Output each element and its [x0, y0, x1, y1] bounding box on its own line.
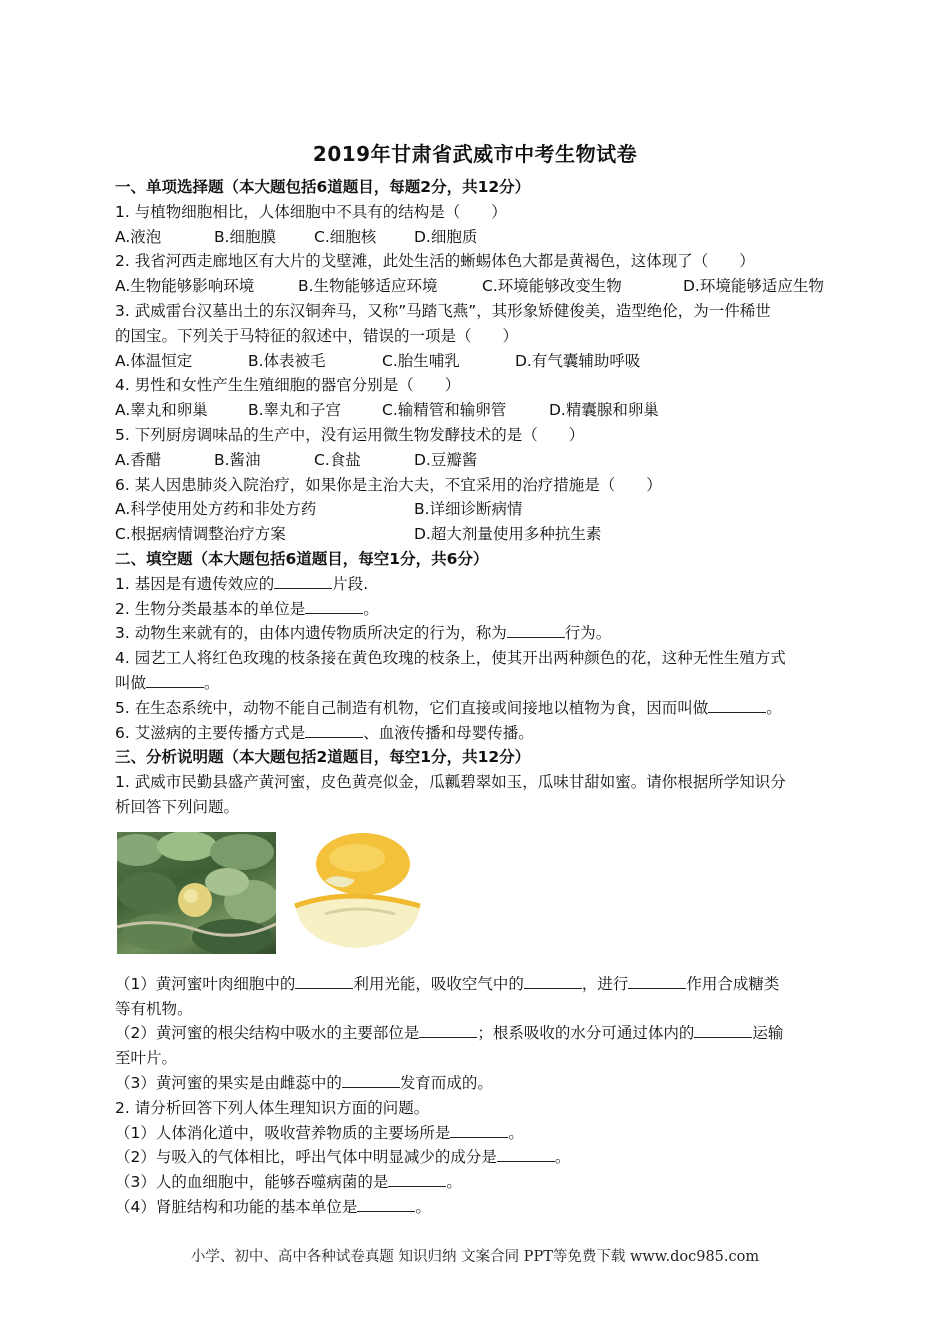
option-a: A.液泡	[115, 227, 162, 246]
option-b: B.详细诊断病情	[414, 500, 523, 519]
section-heading-choice: 一、单项选择题（本大题包括6道题目，每题2分，共12分）	[115, 178, 531, 196]
question-stem-cont: 的国宝。下列关于马特征的叙述中，错误的一项是（ ）	[115, 326, 519, 345]
answer-blank[interactable]	[342, 1072, 400, 1088]
question-stem-cont: 析回答下列问题。	[115, 797, 240, 816]
answer-blank[interactable]	[305, 598, 363, 614]
fill-text: 5. 在生态系统中，动物不能自己制造有机物，它们直接或间接地以植物为食，因而叫做	[115, 698, 709, 717]
answer-blank[interactable]	[419, 1022, 477, 1038]
answer-blank[interactable]	[628, 973, 686, 989]
exam-content	[115, 175, 840, 1220]
answer-blank[interactable]	[497, 1146, 555, 1162]
fill-text: （4）肾脏结构和功能的基本单位是	[115, 1197, 358, 1216]
melon-field-photo	[117, 832, 276, 954]
fill-text: 1. 基因是有遗传效应的	[115, 574, 275, 593]
option-d: D.环境能够适应生物	[683, 277, 824, 296]
fill-text: ；根系吸收的水分可通过体内的	[477, 1024, 695, 1043]
analysis-part	[115, 1170, 840, 1195]
option-d: D.细胞质	[414, 227, 478, 246]
fill-text: （1）黄河蜜叶肉细胞中的	[115, 974, 296, 993]
fill-text: 、血液传播和母婴传播。	[363, 723, 534, 742]
section-heading-fill: 二、填空题（本大题包括6道题目，每空1分，共6分）	[115, 549, 489, 568]
question-stem: 2. 我省河西走廊地区有大片的戈壁滩，此处生活的蜥蜴体色大都是黄褐色，这体现了（ ）	[115, 252, 755, 271]
fill-text: 。	[508, 1123, 524, 1142]
options-row	[115, 349, 840, 374]
option-c: C.食盐	[314, 450, 361, 469]
analysis-part	[115, 1195, 840, 1220]
option-b: B.细胞膜	[214, 227, 277, 246]
answer-blank[interactable]	[274, 573, 332, 589]
question-stem: 1. 武威市民勤县盛产黄河蜜，皮色黄亮似金，瓜瓤碧翠如玉，瓜味甘甜如蜜。请你根据所学知识分	[115, 773, 786, 792]
question-stem: 2. 请分析回答下列人体生理知识方面的问题。	[115, 1098, 430, 1117]
fill-text: 。	[204, 673, 220, 692]
option-c: C.输精管和输卵管	[382, 401, 507, 420]
answer-blank[interactable]	[295, 973, 353, 989]
answer-blank[interactable]	[708, 697, 766, 713]
analysis-part	[115, 1121, 840, 1146]
options-row	[115, 448, 840, 473]
answer-blank[interactable]	[694, 1022, 752, 1038]
fill-text: 片段.	[332, 574, 369, 593]
analysis-part	[115, 972, 840, 997]
option-d: D.超大剂量使用多种抗生素	[414, 525, 602, 544]
fill-question	[115, 721, 840, 746]
option-a: A.体温恒定	[115, 351, 193, 370]
options-row	[115, 225, 840, 250]
question-stem: 1. 与植物细胞相比，人体细胞中不具有的结构是（ ）	[115, 202, 507, 221]
fill-text: （2）黄河蜜的根尖结构中吸水的主要部位是	[115, 1024, 420, 1043]
answer-blank[interactable]	[388, 1171, 446, 1187]
option-d: D.豆瓣酱	[414, 450, 478, 469]
option-c: C.胎生哺乳	[382, 351, 460, 370]
fill-text: 。	[363, 599, 379, 618]
options-row	[115, 497, 840, 522]
melon-images	[115, 824, 840, 964]
answer-blank[interactable]	[357, 1196, 415, 1212]
option-d: D.精囊腺和卵巢	[549, 401, 659, 420]
option-b: B.体表被毛	[248, 351, 326, 370]
fill-text: 。	[766, 698, 782, 717]
option-b: B.生物能够适应环境	[298, 277, 438, 296]
fill-text: 行为。	[564, 624, 612, 643]
fill-text: 6. 艾滋病的主要传播方式是	[115, 723, 306, 742]
yellow-melon-photo	[285, 824, 427, 954]
option-a: A.香醋	[115, 450, 162, 469]
fill-text: 。	[554, 1148, 571, 1167]
option-c: C.环境能够改变生物	[482, 277, 622, 296]
question-stem: 6. 某人因患肺炎入院治疗，如果你是主治大夫，不宜采用的治疗措施是（ ）	[115, 475, 662, 494]
options-row	[115, 398, 840, 423]
options-row	[115, 522, 840, 547]
fill-text: 叫做	[115, 673, 147, 692]
analysis-part-cont: 等有机物。	[115, 999, 193, 1018]
section-heading-analysis: 三、分析说明题（本大题包括2道题目，每空1分，共12分）	[115, 748, 531, 767]
fill-text: 运输	[752, 1024, 784, 1043]
fill-question	[115, 572, 840, 597]
option-b: B.睾丸和子宫	[248, 401, 342, 420]
fill-text: 发育而成的。	[399, 1073, 493, 1092]
fill-text: 3. 动物生来就有的，由体内遗传物质所决定的行为，称为	[115, 624, 507, 643]
fill-text: 。	[446, 1173, 462, 1192]
option-d: D.有气囊辅助呼吸	[515, 351, 641, 370]
answer-blank[interactable]	[524, 973, 582, 989]
fill-text: （1）人体消化道中，吸收营养物质的主要场所是	[115, 1123, 451, 1142]
fill-text: 2. 生物分类最基本的单位是	[115, 599, 306, 618]
options-row	[115, 274, 840, 299]
answer-blank[interactable]	[146, 672, 204, 688]
analysis-part-cont: 至叶片。	[115, 1049, 178, 1068]
question-stem: 3. 武威雷台汉墓出土的东汉铜奔马，又称”马踏飞燕”，其形象矫健俊美，造型绝伦，为一件稀世	[115, 301, 771, 320]
page-title: 2019年甘肃省武威市中考生物试卷	[312, 142, 638, 166]
analysis-part	[115, 1071, 840, 1096]
option-a: A.生物能够影响环境	[115, 277, 255, 296]
fill-text: 。	[415, 1197, 431, 1216]
option-c: C.根据病情调整治疗方案	[115, 525, 286, 544]
page-footer: 小学、初中、高中各种试卷真题 知识归纳 文案合同 PPT等免费下载 www.doc985.com	[190, 1249, 760, 1265]
option-b: B.酱油	[214, 450, 261, 469]
answer-blank[interactable]	[507, 622, 565, 638]
question-stem: 5. 下列厨房调味品的生产中，没有运用微生物发酵技术的是（ ）	[115, 425, 585, 444]
analysis-part	[115, 1145, 840, 1170]
answer-blank[interactable]	[450, 1122, 508, 1138]
option-a: A.睾丸和卵巢	[115, 401, 208, 420]
fill-question	[115, 696, 840, 721]
answer-blank[interactable]	[305, 722, 363, 738]
fill-question: 4. 园艺工人将红色玫瑰的枝条接在黄色玫瑰的枝条上，使其开出两种颜色的花，这种无性生殖方式	[115, 649, 786, 668]
analysis-part	[115, 1021, 840, 1046]
fill-question	[115, 621, 840, 646]
fill-text: 利用光能，吸收空气中的	[353, 974, 524, 993]
fill-text: 作用合成糖类	[686, 974, 780, 993]
fill-question	[115, 597, 840, 622]
option-a: A.科学使用处方药和非处方药	[115, 500, 317, 519]
fill-question-cont	[115, 671, 840, 696]
fill-text: （2）与吸入的气体相比，呼出气体中明显减少的成分是	[115, 1148, 497, 1167]
option-c: C.细胞核	[314, 227, 377, 246]
fill-text: （3）人的血细胞中，能够吞噬病菌的是	[115, 1173, 389, 1192]
question-stem: 4. 男性和女性产生生殖细胞的器官分别是（ ）	[115, 376, 461, 395]
fill-text: ，进行	[581, 974, 629, 993]
fill-text: （3）黄河蜜的果实是由雌蕊中的	[115, 1073, 342, 1092]
